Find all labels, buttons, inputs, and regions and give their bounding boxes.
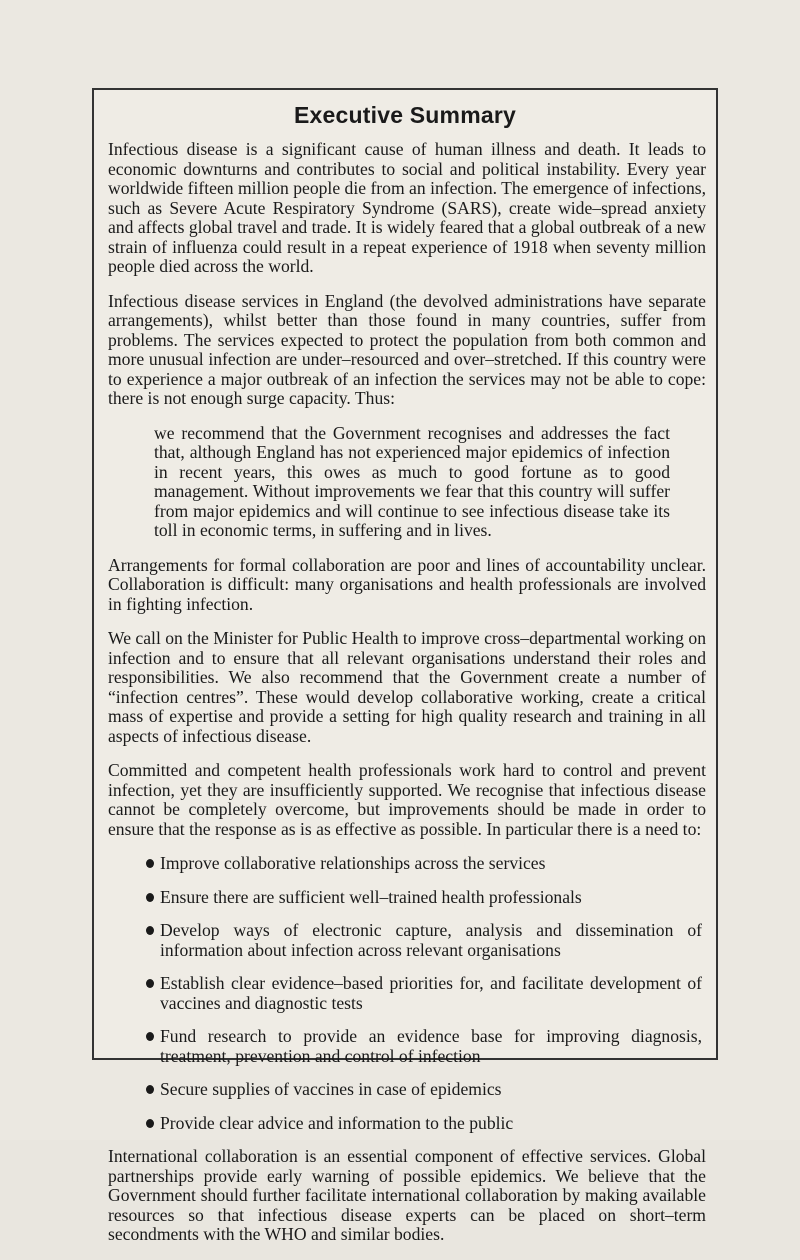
bullet-icon [146, 1032, 154, 1041]
list-item-text: Improve collaborative relationships across the services [160, 853, 546, 873]
list-item-text: Fund research to provide an evidence base for improving diagnosis, treatment, prevention and control of infection [160, 1026, 702, 1066]
bullet-icon [146, 1119, 154, 1128]
list-item [108, 1114, 706, 1134]
paragraph: We call on the Minister for Public Health to improve cross–departmental working on infection and to ensure that all relevant organisations understand their roles and responsibilities. We also recommend that the Government create a number of “infection centres”. These would develop collaborative working, create a critical mass of expertise and provide a setting for high quality research and training in all aspects of infectious disease. [108, 628, 706, 746]
bullet-icon [146, 926, 154, 935]
bullet-icon [146, 979, 154, 988]
paragraph: International collaboration is an essential component of effective services. Global partnerships provide early warning of possible epidemics. We believe that the Government should further facilitate international collaboration by making available resources so that infectious disease experts can be placed on short–term secondments with the WHO and similar bodies. [108, 1146, 706, 1244]
paragraph: Arrangements for formal collaboration are poor and lines of accountability unclear. Collaboration is difficult: many organisations and health professionals are involved in fighting infection. [108, 554, 706, 614]
list-item-text: Secure supplies of vaccines in case of epidemics [160, 1079, 502, 1099]
list-item-text: Establish clear evidence–based priorities for, and facilitate development of vaccines and diagnostic tests [160, 973, 702, 1013]
list-item [108, 921, 706, 960]
list-item-text: Provide clear advice and information to the public [160, 1112, 514, 1133]
list-item [108, 1027, 706, 1066]
list-item-text: Develop ways of electronic capture, analysis and dissemination of information about infection across relevant organisations [160, 920, 702, 960]
bullet-icon [146, 893, 154, 902]
paragraph: Infectious disease services in England (the devolved administrations have separate arrangements), whilst better than those found in many countries, suffer from problems. The services expected to protect the population from both common and more unusual infection are under–resourced and over–stretched. If this country were to experience a major outbreak of an infection the services may not be able to cope: there is not enough surge capacity. Thus: [108, 290, 706, 408]
page-title: Executive Summary [293, 102, 516, 128]
list-item [108, 974, 706, 1013]
summary-box [92, 88, 718, 1244]
paragraph: Committed and competent health professionals work hard to control and prevent infection, yet they are insufficiently supported. We recognise that infectious disease cannot be completely overcome, but improvements should be made in order to ensure that the response as is as effective as possible. In particular there is a need to: [108, 760, 706, 839]
bullet-icon [146, 859, 154, 868]
list-item [108, 1080, 706, 1100]
needs-list [108, 854, 706, 1133]
list-item [108, 854, 706, 874]
paragraph: Infectious disease is a significant cause of human illness and death. It leads to economic downturns and contributes to social and political instability. Every year worldwide fifteen million people die from an infection. The emergence of infections, such as Severe Acute Respiratory Syndrome (SARS), create wide–spread anxiety and affects global travel and trade. It is widely feared that a global outbreak of a new strain of influenza could result in a repeat experience of 1918 when seventy million people died across the world. [108, 139, 706, 276]
recommendation-paragraph: we recommend that the Government recognises and addresses the fact that, although England has not experienced major epidemics of infection in recent years, this owes as much to good fortune as to good management. Without improvements we fear that this country will suffer from major epidemics and will continue to see infectious disease take its toll in economic terms, in suffering and in lives. [154, 422, 670, 540]
summary-content [108, 140, 706, 1260]
bullet-icon [146, 1085, 154, 1094]
list-item [108, 888, 706, 908]
list-item-text: Ensure there are sufficient well–trained health professionals [160, 886, 582, 907]
